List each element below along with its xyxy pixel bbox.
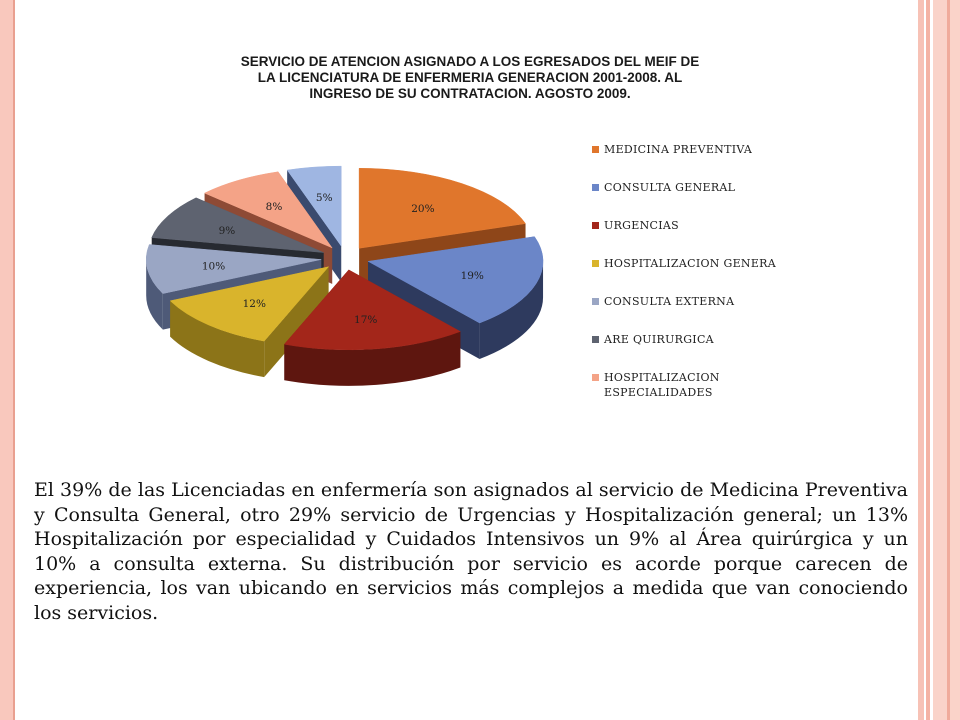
legend-item xyxy=(592,218,679,233)
legend-item xyxy=(592,180,735,195)
legend-swatch xyxy=(592,260,599,267)
legend-item xyxy=(592,142,752,157)
legend-swatch xyxy=(592,222,599,229)
legend-item xyxy=(592,370,720,400)
legend-label: HOSPITALIZACION GENERA xyxy=(604,257,777,270)
pie-slice-label: 9% xyxy=(218,225,236,238)
pie-slice-label: 17% xyxy=(354,313,378,326)
legend-swatch xyxy=(592,184,599,191)
legend-swatch xyxy=(592,298,599,305)
legend-label: CONSULTA EXTERNA xyxy=(604,295,735,308)
pie-slice-label: 10% xyxy=(201,260,226,273)
legend-label: CONSULTA GENERAL xyxy=(604,181,736,194)
legend-label: HOSPITALIZACION ESPECIALIDADES xyxy=(604,371,720,399)
legend-label: URGENCIAS xyxy=(604,219,679,232)
legend-label: ARE QUIRURGICA xyxy=(604,333,714,346)
legend-swatch xyxy=(592,374,599,381)
chart-title-line: SERVICIO DE ATENCION ASIGNADO A LOS EGRESADOS DEL MEIF DE xyxy=(240,54,700,69)
legend-item xyxy=(592,332,714,347)
legend-swatch xyxy=(592,146,599,153)
pie-slice-label: 5% xyxy=(315,192,333,205)
legend-swatch xyxy=(592,336,599,343)
pie-slice-label: 8% xyxy=(265,200,283,213)
body-paragraph: El 39% de las Licenciadas en enfermería son asignados al servicio de Medicina Preventiva y Consulta General, otro 29% servicio de Urgencias y Hospitalización general; un 13% Hospitalización por especialidad y Cuidados Intensivos un 9% al Área quirúrgica y un 10% a consulta externa. Su distribución por servicio es acorde porque carecen de experiencia, los van ubicando en servicios más complejos a medida que van conociendo los servicios. xyxy=(34,479,908,624)
legend-label: MEDICINA PREVENTIVA xyxy=(604,143,753,156)
legend-item xyxy=(592,294,734,309)
legend-item xyxy=(592,256,776,271)
pie-slice-label: 12% xyxy=(242,297,266,310)
chart-title-line: INGRESO DE SU CONTRATACION. AGOSTO 2009. xyxy=(309,86,631,101)
chart-title-line: LA LICENCIATURA DE ENFERMERIA GENERACION 2001-2008. AL xyxy=(257,70,683,85)
pie-slice-label: 20% xyxy=(411,203,435,216)
pie-slice-label: 19% xyxy=(460,270,484,283)
